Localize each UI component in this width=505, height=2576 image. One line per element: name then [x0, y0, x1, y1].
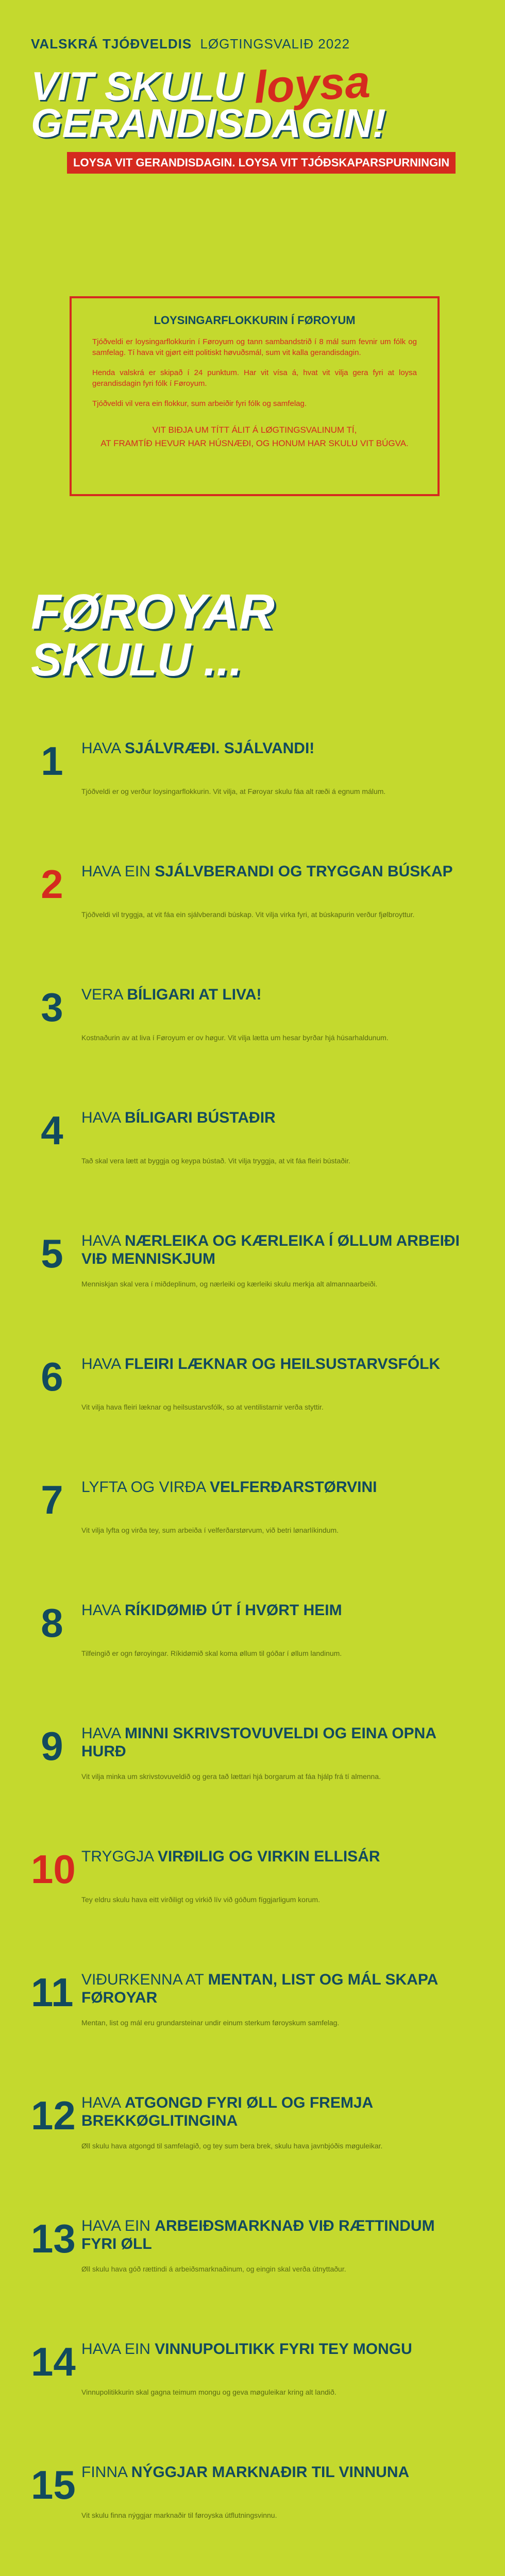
program-item	[31, 1476, 474, 1599]
item-number: 10	[31, 1846, 76, 1892]
header	[0, 0, 505, 175]
item-number: 14	[31, 2339, 76, 2384]
program-item	[31, 1599, 474, 1722]
program-item	[31, 2461, 474, 2576]
item-body: Vinnupolitikkurin skal gagna teimum mongu og geva møguleikar kring alt landið.	[81, 2388, 336, 2396]
section-heading-line1: FØROYAR	[31, 584, 275, 639]
item-title-main: ATGONGD FYRI ØLL OG FREMJA BREKKØGLITINGINA	[81, 2094, 373, 2129]
item-number: 12	[31, 2093, 76, 2138]
item-title-lead: HAVA	[81, 1232, 121, 1249]
item-number: 3	[41, 985, 63, 1030]
item-number: 6	[41, 1354, 63, 1399]
item-title	[81, 1479, 473, 1497]
item-body: Mentan, list og mál eru grundarsteinar undir einum sterkum føroyskum samfelag.	[81, 2019, 340, 2027]
item-number: 13	[31, 2216, 76, 2261]
item-title	[81, 740, 473, 758]
item-title	[81, 1232, 473, 1268]
item-title-lead: HAVA EIN	[81, 863, 150, 880]
item-body: Kostnaðurin av at liva í Føroyum er ov høgur. Vit vilja lætta um hesar byrðar hjá húsarhaldunum.	[81, 1033, 389, 1042]
program-item	[31, 860, 474, 983]
program-list	[31, 737, 474, 2576]
program-item	[31, 983, 474, 1106]
item-number: 1	[41, 738, 63, 784]
item-title-lead: HAVA	[81, 1602, 121, 1619]
item-body: Tjóðveldi er og verður loysingarflokkurin. Vit vilja, at Føroyar skulu fáa alt ræði á egnum málum.	[81, 787, 386, 795]
item-title-lead: HAVA	[81, 1109, 121, 1126]
item-number: 5	[41, 1231, 63, 1276]
item-title-lead: HAVA	[81, 1725, 121, 1742]
item-number: 15	[31, 2462, 76, 2507]
item-body: Vit vilja hava fleiri læknar og heilsustarvsfólk, so at ventilistarnir verða styttir.	[81, 1403, 324, 1411]
item-title-main: VINNUPOLITIKK FYRI TEY MONGU	[155, 2341, 412, 2358]
item-title-main: BÍLIGARI AT LIVA!	[127, 986, 262, 1003]
item-title	[81, 986, 473, 1004]
item-title-main: NÆRLEIKA OG KÆRLEIKA Í ØLLUM ARBEIÐI VIÐ MENNISKJUM	[81, 1232, 460, 1267]
org-name: VALSKRÁ TJÓÐVELDIS	[31, 36, 192, 52]
intro-box	[70, 296, 440, 496]
item-body: Tey eldru skulu hava eitt virðiligt og virkið lív við góðum fíggjarligum korum.	[81, 1895, 320, 1904]
intro-paragraph-2: Henda valskrá er skipað í 24 punktum. Har vit vísa á, hvat vit vilja gera fyri at loysa gerandisdagin fyri fólk í Føroyum.	[92, 368, 417, 388]
program-item	[31, 1229, 474, 1352]
item-title-lead: FINNA	[81, 2464, 127, 2481]
headline-line2: GERANDISDAGIN!	[31, 100, 386, 146]
item-number: 8	[41, 1600, 63, 1646]
item-body: Vit vilja lyfta og virða tey, sum arbeiða í velferðarstørvum, við betri lønarlíkindum.	[81, 1526, 339, 1534]
item-title	[81, 1602, 473, 1620]
item-title-main: SJÁLVBERANDI OG TRYGGAN BÚSKAP	[155, 863, 453, 880]
item-title	[81, 2341, 473, 2359]
item-title	[81, 863, 473, 881]
item-title-main: SJÁLVRÆÐI. SJÁLVANDI!	[124, 740, 315, 757]
org-sub: LØGTINGSVALIÐ 2022	[200, 36, 350, 52]
item-title-lead: VIÐURKENNA AT	[81, 1971, 204, 1988]
item-title-lead: TRYGGJA	[81, 1848, 154, 1865]
program-item	[31, 1352, 474, 1476]
item-title-lead: HAVA EIN	[81, 2341, 150, 2358]
item-number: 7	[41, 1477, 63, 1522]
item-number: 9	[41, 1723, 63, 1769]
item-title-main: MINNI SKRIVSTOVUVELDI OG EINA OPNA HURÐ	[81, 1725, 436, 1760]
headline-accent: loysa	[252, 56, 372, 113]
program-item	[31, 2214, 474, 2337]
program-item	[31, 1968, 474, 2091]
intro-signoff	[72, 423, 437, 450]
item-title-main: VIRÐILIG OG VIRKIN ELLISÁR	[157, 1848, 380, 1865]
item-title	[81, 1725, 473, 1760]
tagline: LOYSA VIT GERANDISDAGIN. LOYSA VIT TJÓÐSKAPARSPURNINGIN	[67, 152, 456, 174]
item-title	[81, 2217, 473, 2253]
headline-line1-a: VIT SKULU	[31, 63, 255, 109]
item-title-main: NÝGGJAR MARKNAÐIR TIL VINNUNA	[131, 2464, 410, 2481]
item-number: 11	[31, 1970, 74, 2015]
item-title	[81, 2464, 473, 2482]
program-item	[31, 1106, 474, 1229]
intro-signoff-line1: VIT BIÐJA UM TÍTT ÁLIT Á LØGTINGSVALINUM TÍ,	[152, 425, 357, 435]
item-title	[81, 1848, 473, 1866]
item-body: Tilfeingið er ogn føroyingar. Ríkidømið skal koma øllum til góðar í øllum landinum.	[81, 1649, 342, 1657]
item-title-lead: HAVA EIN	[81, 2217, 150, 2234]
item-title-lead: HAVA	[81, 1355, 121, 1372]
program-item	[31, 2337, 474, 2461]
item-title-main: BÍLIGARI BÚSTAÐIR	[124, 1109, 276, 1126]
intro-paragraph-3: Tjóðveldi vil vera ein flokkur, sum arbeiðir fyri fólk og samfelag.	[92, 399, 307, 408]
item-number: 4	[41, 1108, 63, 1153]
item-title	[81, 1355, 473, 1374]
item-title-main: VELFERÐARSTØRVINI	[209, 1479, 377, 1496]
item-title-lead: VERA	[81, 986, 123, 1003]
program-item	[31, 1845, 474, 1968]
item-number: 2	[41, 861, 63, 907]
header-org	[31, 36, 350, 52]
intro-signoff-line2: AT FRAMTÍÐ HEVUR HAR HÚSNÆÐI, OG HONUM HAR SKULU VIT BÚGVA.	[100, 438, 409, 448]
item-title	[81, 1971, 473, 2007]
item-body: Tjóðveldi vil tryggja, at vit fáa ein sjálvberandi búskap. Vit vilja virka fyri, at búskapurin verður fjølbroyttur.	[81, 910, 415, 919]
item-body: Vit skulu finna nýggjar marknaðir til føroyska útflutningsvinnu.	[81, 2511, 277, 2519]
section-heading-line2: SKULU ...	[31, 634, 243, 686]
item-title	[81, 2094, 473, 2130]
item-title-main: FLEIRI LÆKNAR OG HEILSUSTARVSFÓLK	[124, 1355, 441, 1372]
item-body: Øll skulu hava góð rættindi á arbeiðsmarknaðinum, og eingin skal verða útnyttaður.	[81, 2265, 346, 2273]
program-item	[31, 737, 474, 860]
item-body: Tað skal vera lætt at byggja og keypa bústað. Vit vilja tryggja, at vit fáa fleiri bústaðir.	[81, 1157, 350, 1165]
intro-paragraph-1: Tjóðveldi er loysingarflokkurin í Føroyum og tann sambandstrið í 8 mál sum fevnir um fólk og samfelag. Tí hava vit gjørt eitt politiskt høvuðsmál, sum vit kalla gerandisdagin.	[92, 337, 417, 357]
program-item	[31, 2091, 474, 2214]
section-heading	[31, 584, 474, 686]
item-body: Menniskjan skal vera í miðdeplinum, og nærleiki og kærleiki skulu merkja alt almannaarbeiði.	[81, 1280, 378, 1288]
item-title-lead: HAVA	[81, 2094, 121, 2111]
item-title-main: MENTAN, LIST OG MÁL SKAPA FØROYAR	[81, 1971, 438, 2006]
program-item	[31, 1722, 474, 1845]
item-title-main: RÍKIDØMIÐ ÚT Í HVØRT HEIM	[124, 1602, 342, 1619]
item-title	[81, 1109, 473, 1127]
item-body: Vit vilja minka um skrivstovuveldið og gera tað lættari hjá borgarum at fáa hjálp frá tí almenna.	[81, 1772, 381, 1781]
item-title-main: ARBEIÐSMARKNAÐ VIÐ RÆTTINDUM FYRI ØLL	[81, 2217, 435, 2252]
intro-title: LOYSINGARFLOKKURIN Í FØROYUM	[154, 314, 356, 327]
item-title-lead: LYFTA OG VIRÐA	[81, 1479, 206, 1496]
item-title-lead: HAVA	[81, 740, 121, 757]
item-body: Øll skulu hava atgongd til samfelagið, og tey sum bera brek, skulu hava javnbjóðis møguleikar.	[81, 2142, 383, 2150]
